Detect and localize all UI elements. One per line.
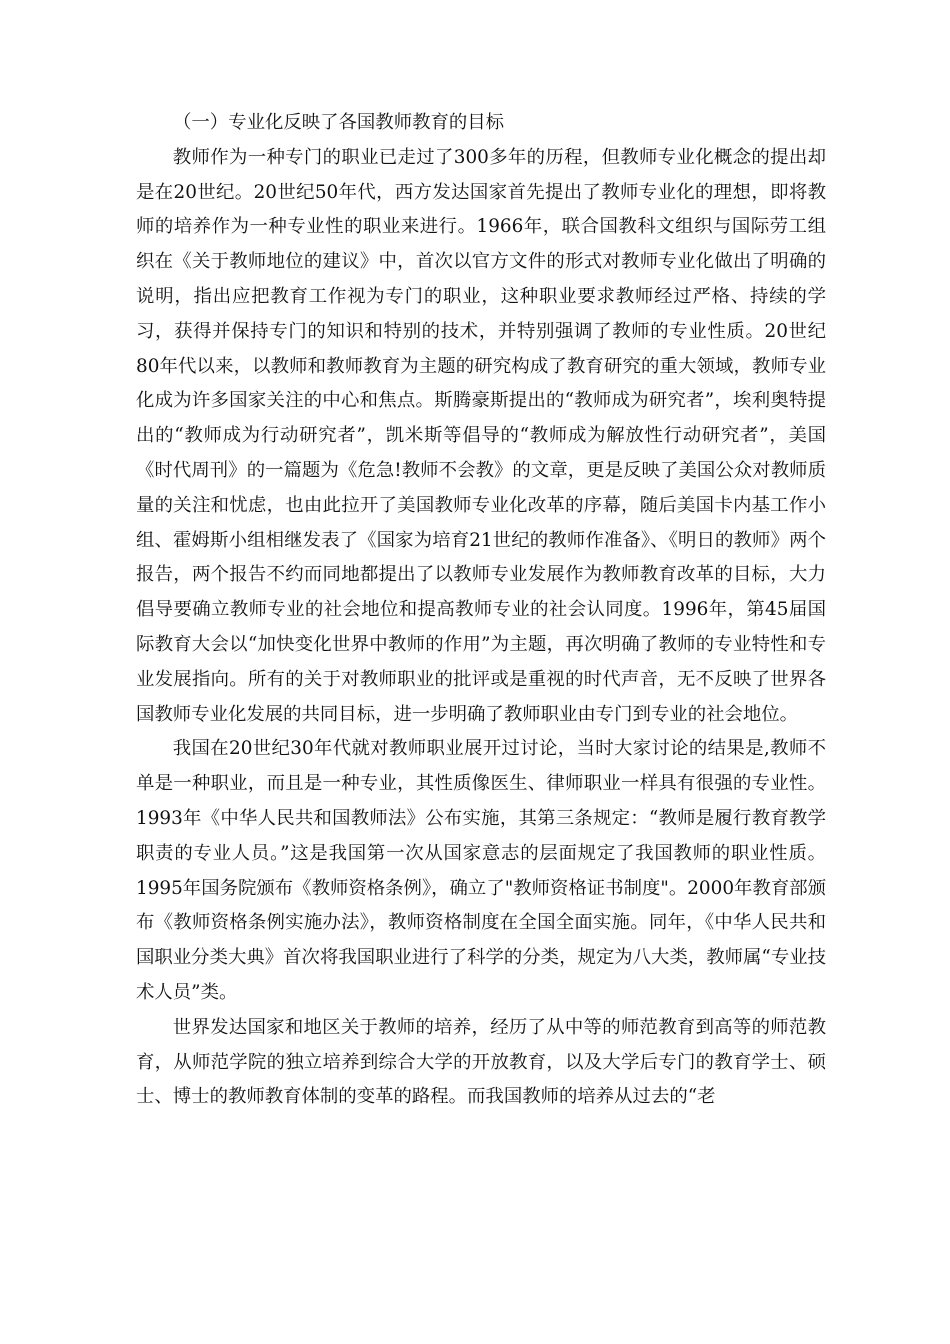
paragraph-china-teacher-profession: 我国在20世纪30年代就对教师职业展开过讨论，当时大家讨论的结果是,教师不单是一种职业，而且是一种专业，其性质像医生、律师职业一样具有很强的专业性。1993年《中华人民共和国教师法》公布实施，其第三条规定：“教师是履行教育教学职责的专业人员。”这是我国第一次从国家意志的层面规定了我国教师的职业性质。1995年国务院颁布《教师资格条例》，确立了"教师资格证书制度"。2000年教育部颁布《教师资格条例实施办法》，教师资格制度在全国全面实施。同年，《中华人民共和国职业分类大典》首次将我国职业进行了科学的分类，规定为八大类，教师属“专业技术人员”类。 (136, 738, 826, 1003)
section-heading: （一）专业化反映了各国教师教育的目标 (173, 112, 505, 133)
paragraph-teacher-training-systems: 世界发达国家和地区关于教师的培养，经历了从中等的师范教育到高等的师范教育，从师范学院的独立培养到综合大学的开放教育，以及大学后专门的教育学士、硕士、博士的教师教育体制的变革的路程。而我国教师的培养从过去的“老 (136, 1016, 826, 1108)
document-body (136, 106, 826, 1115)
paragraph-teacher-professionalization-history: 教师作为一种专门的职业已走过了300多年的历程，但教师专业化概念的提出却是在20世纪。20世纪50年代，西方发达国家首先提出了教师专业化的理想，即将教师的培养作为一种专业性的职业来进行。1966年，联合国教科文组织与国际劳工组织在《关于教师地位的建议》中，首次以官方文件的形式对教师专业化做出了明确的说明，指出应把教育工作视为专门的职业，这种职业要求教师经过严格、持续的学习，获得并保持专门的知识和特别的技术，并特别强调了教师的专业性质。20世纪80年代以来，以教师和教师教育为主题的研究构成了教育研究的重大领域，教师专业化成为许多国家关注的中心和焦点。斯腾豪斯提出的“教师成为研究者”，埃利奥特提出的“教师成为行动研究者”，凯米斯等倡导的“教师成为解放性行动研究者”，美国《时代周刊》的一篇题为《危急!教师不会教》的文章，更是反映了美国公众对教师质量的关注和忧虑，也由此拉开了美国教师专业化改革的序幕，随后美国卡内基工作小组、霍姆斯小组相继发表了《国家为培育21世纪的教师作准备》、《明日的教师》两个报告，两个报告不约而同地都提出了以教师专业发展作为教师教育改革的目标，大力倡导要确立教师专业的社会地位和提高教师专业的社会认同度。1996年，第45届国际教育大会以“加快变化世界中教师的作用”为主题，再次明确了教师的专业特性和专业发展指向。所有的关于对教师职业的批评或是重视的时代声音，无不反映了世界各国教师专业化发展的共同目标，进一步明确了教师职业由专门到专业的社会地位。 (136, 146, 826, 725)
